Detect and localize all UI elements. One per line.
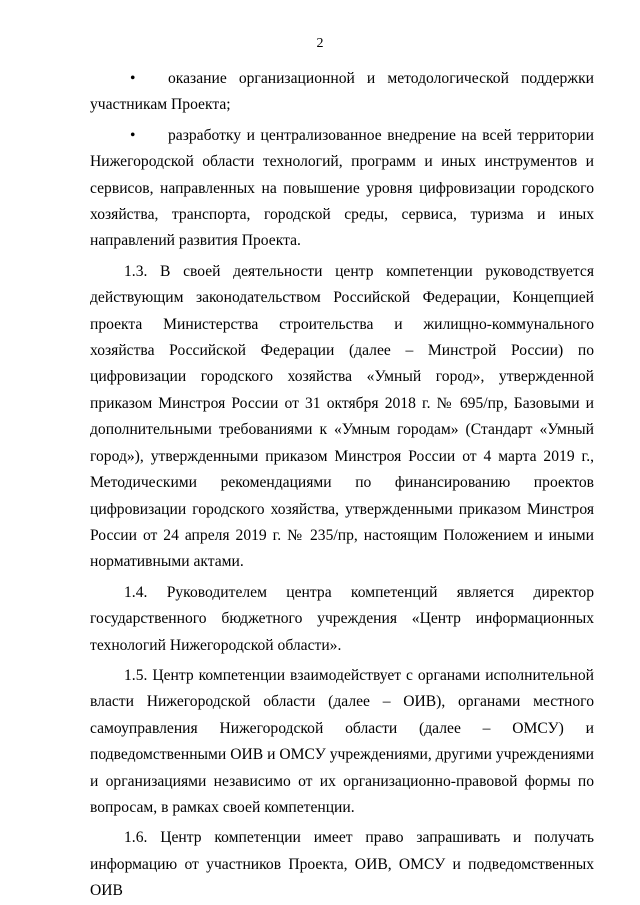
page-number: 2	[316, 36, 324, 51]
bullet-text: оказание организационной и методологической поддержки участникам Проекта;	[90, 70, 594, 114]
paragraph-1-4: 1.4. Руководителем центра компетенций является директор государственного бюджетного учреждения «Центр информационных технологий Нижегородской области».	[90, 583, 594, 654]
paragraph-1-6: 1.6. Центр компетенции имеет право запрашивать и получать информацию от участников Проекта, ОИВ, ОМСУ и подведомственных ОИВ	[90, 829, 594, 900]
bullet-icon: •	[130, 126, 136, 144]
bullet-icon: •	[130, 70, 136, 87]
paragraph-1-5: 1.5. Центр компетенции взаимодействует с органами исполнительной власти Нижегородской области (далее – ОИВ), органами местного самоуправления Нижегородской области (далее – ОМСУ) и подведомственными ОИВ и ОМСУ учреждениями, другими учреждениями и организациями независимо от их организационно-правовой формы по вопросам, в рамках своей компетенции.	[90, 666, 594, 816]
document-body	[90, 66, 594, 905]
bullet-item-development	[90, 123, 594, 255]
paragraph-1-3: 1.3. В своей деятельности центр компетенции руководствуется действующим законодательством Российской Федерации, Концепцией проекта Министерства строительства и жилищно-коммунального хозяйства Российской Федерации (далее – Минстрой России) по цифровизации городского хозяйства «Умный город», утвержденной приказом Минстроя России от 31 октября 2018 г. № 695/пр, Базовыми и дополнительными требованиями к «Умным городам» (Стандарт «Умный город»), утвержденными приказом Минстроя России от 4 марта 2019 г., Методическими рекомендациями по финансированию проектов цифровизации городского хозяйства, утвержденными приказом Минстроя России от 24 апреля 2019 г. № 235/пр, настоящим Положением и иными нормативными актами.	[90, 262, 594, 571]
bullet-text: разработку и централизованное внедрение на всей территории Нижегородской области технологий, программ и иных инструментов и сервисов, направленных на повышение уровня цифровизации городского хозяйства, транспорта, городской среды, сервиса, туризма и иных направлений развития Проекта.	[90, 126, 594, 250]
bullet-item-organizational-support	[90, 66, 594, 119]
